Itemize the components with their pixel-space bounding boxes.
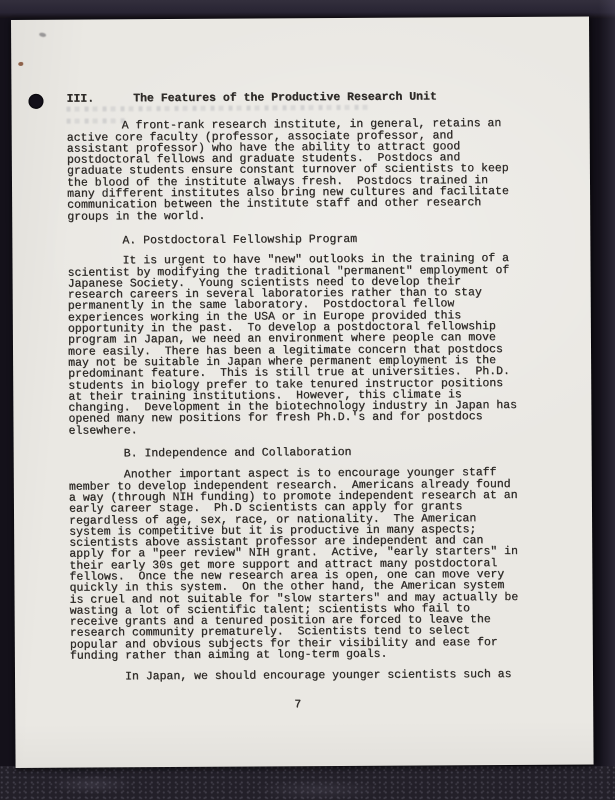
paper-speck bbox=[39, 32, 47, 38]
section-a-heading: A. Postdoctoral Fellowship Program bbox=[122, 232, 358, 248]
scan-surface-bottom bbox=[0, 766, 615, 800]
section-a-paragraph: It is urgent to have "new" outlooks in the training of a scientist by modifying the traditional "permanent" employment of Japanese Society. Young scientists need to develop their research careers in several laboratories rather than to stay permanently in the same laboratory. Postdoctoral fellow experiences working in the USA or in Europe provided this opportunity in the past. To develop a postdoctoral fellowship program in Japan, we need an environment where people can move more easily. There has been a legitimate concern that postdocs may not be suitable in Japan where permanent employment is the predominant feature. This is still true at universities. Ph.D. students in biology prefer to take tenured instructor positions at their training institutions. However, this climate is changing. Development in the biotechnology industry in Japan has opened many new positions for fresh Ph.D.'s and for postdocs elsewhere. bbox=[67, 252, 517, 438]
scan-edge-top bbox=[0, 0, 615, 18]
page-number: 7 bbox=[294, 697, 302, 711]
section-b-heading: B. Independence and Collaboration bbox=[123, 445, 352, 461]
page-title bbox=[66, 91, 546, 105]
document-page bbox=[11, 16, 594, 768]
intro-paragraph: A front-rank research institute, in general, retains an active core faculty (professor, associate professor, and assistant professor) who have the ability to attract good postdoctoral fellows and graduate students. Postdocs and graduate students ensure constant turnover of scientists to keep the blood of the institute always fresh. Postdocs trained in many different institutes also bring new cultures and facilitate communication between the institute staff and other research groups in the world. bbox=[66, 117, 509, 224]
section-numeral: III. bbox=[66, 92, 95, 106]
punch-hole bbox=[28, 94, 43, 109]
closing-paragraph: In Japan, we should encourage younger scientists such as bbox=[124, 668, 512, 684]
paper-speck bbox=[18, 62, 23, 66]
section-title: The Features of the Productive Research Unit bbox=[133, 90, 437, 106]
section-b-paragraph: Another important aspect is to encourage younger staff member to develop independent research. Americans already found a way (through NIH funding) to promote independent research at an early career stage. Ph.D scientists can apply for grants regardless of age, sex, race, or nationality. The American system is competitive but it is productive in many aspects; scientists above assistant professor are independent and can apply for a "peer review" NIH grant. Active, "early starters" in their early 30s get more support and attract many postdoctoral fellows. Once the new research area is open, one can move very quickly in this system. On the other hand, the American system is cruel and not suitable for "slow starters" and may actually be wasting a lot of scientific talent; scientists who fail to receive grants and a tenured position are forced to leave the research community prematurely. Scientists tend to select popular and obvious subjects for their visibility and ease for funding rather than aiming at long-term goals. bbox=[68, 466, 519, 663]
page-content bbox=[66, 91, 550, 712]
scan-edge-right bbox=[599, 0, 615, 800]
